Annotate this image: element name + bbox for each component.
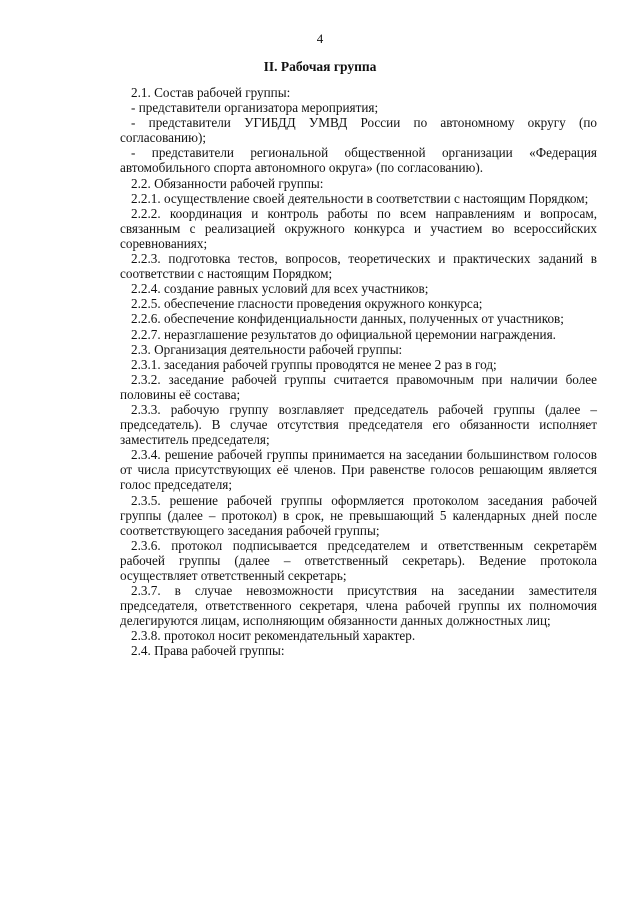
document-body (120, 85, 597, 659)
paragraph-2-3-3: 2.3.3. рабочую группу возглавляет председатель рабочей группы (далее – председатель). В случае отсутствия председателя его обязанности исполняет заместитель председателя; (120, 401, 597, 448)
paragraph-2-2-1: 2.2.1. осуществление своей деятельности в соответствии с настоящим Порядком; (131, 190, 589, 206)
paragraph-2-2-7: 2.2.7. неразглашение результатов до официальной церемонии награждения. (131, 326, 556, 342)
paragraph-2-3-6: 2.3.6. протокол подписывается председателем и ответственным секретарём рабочей группы (далее – ответственный секретарь). Ведение протокола осуществляет ответственный секретарь; (120, 537, 597, 583)
paragraph-2-3-4: 2.3.4. решение рабочей группы принимается на заседании большинством голосов от числа присутствующих её членов. При равенстве голосов решающим является голос председателя; (120, 447, 597, 493)
paragraph-2-2-5: 2.2.5. обеспечение гласности проведения окружного конкурса; (131, 296, 483, 312)
section-title: II. Рабочая группа (263, 59, 377, 74)
paragraph-2-3: 2.3. Организация деятельности рабочей группы: (131, 341, 403, 357)
paragraph-2-1-item-2: - представители УГИБДД УМВД России по автономному округу (по согласованию); (120, 115, 597, 146)
paragraph-2-3-5: 2.3.5. решение рабочей группы оформляется протоколом заседания рабочей группы (далее – протокол) в срок, не превышающий 5 календарных дней после соответствующего заседания рабочей группы; (120, 492, 597, 538)
paragraph-2-1: 2.1. Состав рабочей группы: (131, 85, 291, 100)
paragraph-2-2-3: 2.2.3. подготовка тестов, вопросов, теоретических и практических заданий в соответствии с настоящим Порядком; (120, 251, 597, 282)
paragraph-2-3-1: 2.3.1. заседания рабочей группы проводятся не менее 2 раз в год; (131, 356, 497, 372)
paragraph-2-2-4: 2.2.4. создание равных условий для всех участников; (131, 281, 429, 297)
paragraph-2-1-item-1: - представители организатора мероприятия; (131, 100, 379, 116)
paragraph-2-2-2: 2.2.2. координация и контроль работы по всем направлениям и вопросам, связанным с реализацией окружного конкурса и участием во всероссийских соревнованиях; (120, 205, 597, 251)
paragraph-2-3-8: 2.3.8. протокол носит рекомендательный характер. (131, 628, 416, 644)
paragraph-2-3-7: 2.3.7. в случае невозможности присутствия на заседании заместителя председателя, ответственного секретаря, члена рабочей группы их полномочия делегируются лицам, исполняющим обязанности данных должностных лиц; (120, 583, 597, 629)
page-number: 4 (316, 31, 324, 46)
paragraph-2-1-item-3: - представители региональной общественной организации «Федерация автомобильного спорта автономного округа» (по согласованию). (120, 145, 597, 176)
paragraph-2-4: 2.4. Права рабочей группы: (131, 643, 285, 659)
paragraph-2-3-2: 2.3.2. заседание рабочей группы считается правомочным при наличии более половины её состава; (120, 371, 597, 402)
paragraph-2-2: 2.2. Обязанности рабочей группы: (131, 175, 324, 191)
paragraph-2-2-6: 2.2.6. обеспечение конфиденциальности данных, полученных от участников; (131, 311, 564, 327)
